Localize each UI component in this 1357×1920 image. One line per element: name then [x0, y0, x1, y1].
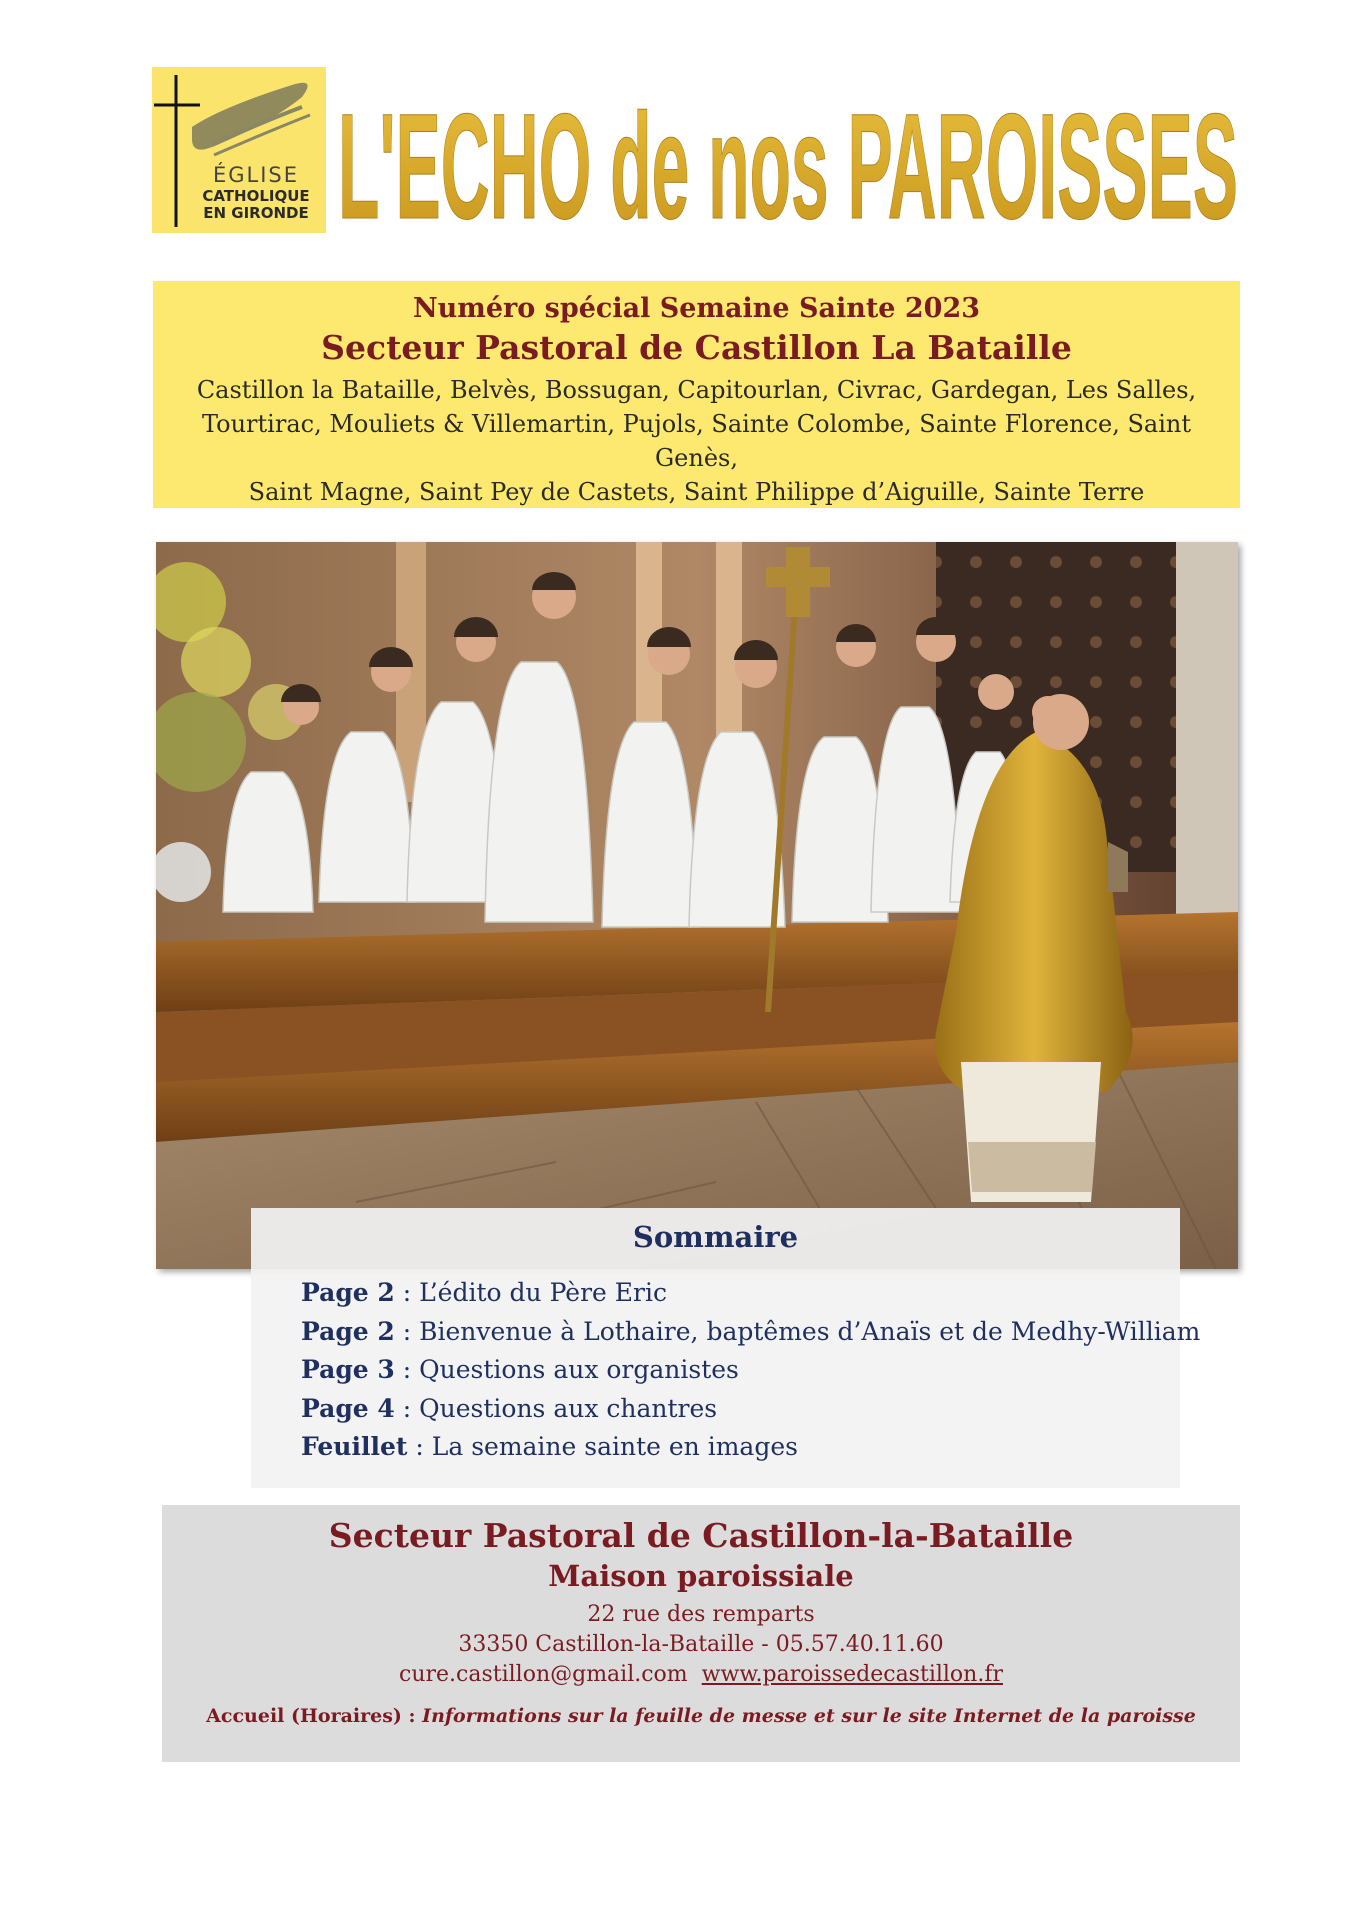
- toc-item-title: : Questions aux organistes: [394, 1355, 739, 1384]
- newsletter-title-text: L'ECHO de nos PAROISSES: [338, 82, 1238, 248]
- opening-hours-note: [162, 1705, 1240, 1727]
- contact-box: [162, 1505, 1240, 1762]
- toc-item: [301, 1390, 1200, 1429]
- toc-item: [301, 1428, 1200, 1467]
- contact-sector-name: Secteur Pastoral de Castillon-la-Bataille: [328, 1516, 1074, 1555]
- toc-item: [301, 1313, 1200, 1352]
- city-and-phone: 33350 Castillon-la-Bataille - 05.57.40.11.60: [458, 1632, 944, 1657]
- altar-servers-photo-illustration: [156, 542, 1238, 1269]
- contact-email[interactable]: cure.castillon@gmail.com: [399, 1662, 688, 1687]
- diocese-logo: [152, 67, 326, 233]
- parish-house-heading: Maison paroissiale: [548, 1559, 854, 1593]
- toc-item-page: Page 4: [301, 1393, 395, 1423]
- toc-item-page: Page 2: [301, 1316, 395, 1346]
- table-of-contents-list: [301, 1274, 1200, 1467]
- cover-photo: [156, 542, 1238, 1269]
- issue-info-box: [153, 281, 1240, 508]
- toc-item: [301, 1274, 1200, 1313]
- email-and-website: [162, 1662, 1240, 1687]
- parish-list-line: Tourtirac, Mouliets & Villemartin, Pujols, Sainte Colombe, Sainte Florence, Saint Genès,: [202, 410, 1191, 472]
- newsletter-title: [333, 58, 1243, 248]
- parish-list: [173, 373, 1220, 509]
- street-address: 22 rue des remparts: [587, 1602, 815, 1627]
- opening-hours-label: Accueil (Horaires) :: [206, 1705, 416, 1727]
- opening-hours-text: Informations sur la feuille de messe et sur le site Internet de la paroisse: [415, 1705, 1196, 1727]
- sector-name: Secteur Pastoral de Castillon La Bataille: [321, 328, 1072, 367]
- toc-item: [301, 1351, 1200, 1390]
- logo-line-gironde: EN GIRONDE: [203, 204, 309, 222]
- parish-list-line: Saint Magne, Saint Pey de Castets, Saint Philippe d’Aiguille, Sainte Terre: [248, 478, 1145, 506]
- toc-item-title: : La semaine sainte en images: [407, 1432, 798, 1461]
- toc-item-title: : L’édito du Père Eric: [394, 1278, 667, 1307]
- logo-line-eglise: ÉGLISE: [212, 163, 300, 187]
- logo-line-catholique: CATHOLIQUE: [202, 187, 310, 205]
- toc-item-page: Page 2: [301, 1278, 395, 1307]
- table-of-contents: [251, 1208, 1201, 1488]
- website-link[interactable]: www.paroissedecastillon.fr: [701, 1662, 1003, 1687]
- parish-list-line: Castillon la Bataille, Belvès, Bossugan, Capitourlan, Civrac, Gardegan, Les Salles,: [196, 376, 1197, 404]
- table-of-contents-heading: Sommaire: [632, 1220, 799, 1254]
- toc-item-page: Page 3: [301, 1355, 395, 1384]
- issue-title: Numéro spécial Semaine Sainte 2023: [412, 293, 981, 324]
- toc-item-title: : Questions aux chantres: [394, 1393, 718, 1423]
- toc-item-title: : Bienvenue à Lothaire, baptêmes d’Anaïs et de Medhy-William: [394, 1316, 1201, 1346]
- toc-item-page: Feuillet: [301, 1432, 408, 1461]
